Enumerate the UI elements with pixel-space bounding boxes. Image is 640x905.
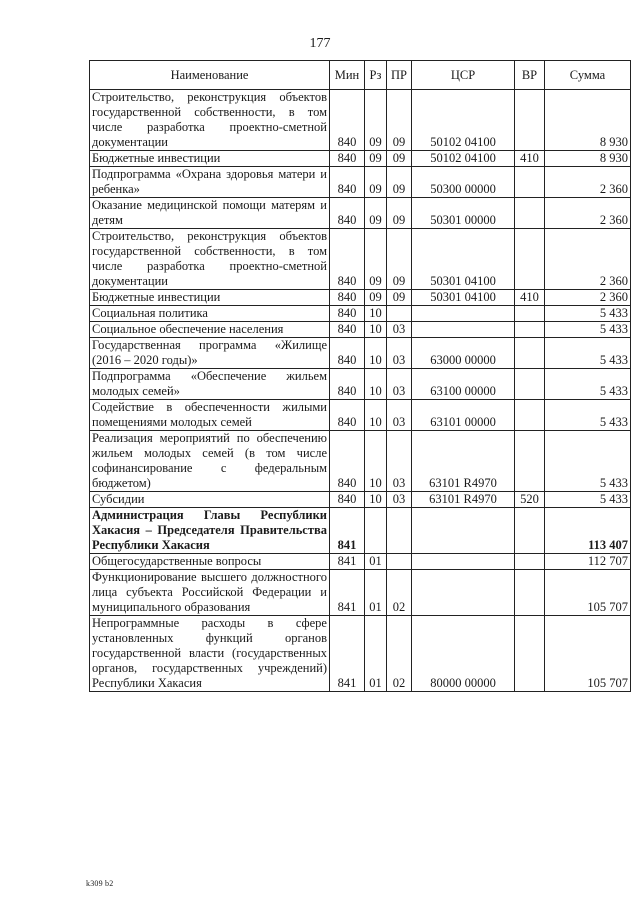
- cell-rz: 09: [365, 290, 387, 306]
- cell-vr: [515, 616, 545, 692]
- column-header-csr: ЦСР: [412, 61, 515, 90]
- cell-pr: [387, 306, 412, 322]
- cell-vr: [515, 570, 545, 616]
- cell-vr: [515, 198, 545, 229]
- cell-rz: 10: [365, 306, 387, 322]
- table-row: [90, 306, 631, 322]
- cell-rz: [365, 508, 387, 554]
- cell-name: Бюджетные инвестиции: [90, 151, 330, 167]
- cell-sum: 2 360: [545, 290, 631, 306]
- cell-rz: 10: [365, 492, 387, 508]
- cell-min: 841: [330, 616, 365, 692]
- cell-vr: [515, 338, 545, 369]
- cell-name: Социальное обеспечение населения: [90, 322, 330, 338]
- cell-vr: [515, 90, 545, 151]
- cell-vr: 410: [515, 151, 545, 167]
- table-row: [90, 369, 631, 400]
- cell-min: 841: [330, 554, 365, 570]
- cell-min: 840: [330, 369, 365, 400]
- cell-min: 840: [330, 167, 365, 198]
- cell-vr: 410: [515, 290, 545, 306]
- cell-rz: 09: [365, 229, 387, 290]
- table-row: [90, 570, 631, 616]
- cell-pr: 02: [387, 570, 412, 616]
- cell-name: Строительство, реконструкция объектов государственной собственности, в том числе разработка проектно-сметной документации: [90, 90, 330, 151]
- footer-code: k309 b2: [86, 879, 114, 888]
- table-row: [90, 431, 631, 492]
- cell-csr: [412, 570, 515, 616]
- cell-pr: 03: [387, 431, 412, 492]
- cell-vr: [515, 229, 545, 290]
- table-header-row: [90, 61, 631, 90]
- cell-pr: 03: [387, 492, 412, 508]
- cell-min: 840: [330, 229, 365, 290]
- table-row: [90, 322, 631, 338]
- cell-name: Социальная политика: [90, 306, 330, 322]
- cell-sum: 5 433: [545, 492, 631, 508]
- column-header-pr: ПР: [387, 61, 412, 90]
- cell-sum: 5 433: [545, 400, 631, 431]
- cell-min: 840: [330, 90, 365, 151]
- cell-csr: 80000 00000: [412, 616, 515, 692]
- cell-vr: [515, 306, 545, 322]
- cell-vr: [515, 431, 545, 492]
- cell-name: Строительство, реконструкция объектов государственной собственности, в том числе разработка проектно-сметной документации: [90, 229, 330, 290]
- cell-rz: 10: [365, 431, 387, 492]
- cell-name: Реализация мероприятий по обеспечению жильем молодых семей (в том числе софинансирование с федеральным бюджетом): [90, 431, 330, 492]
- column-header-rz: Рз: [365, 61, 387, 90]
- column-header-sum: Сумма: [545, 61, 631, 90]
- cell-pr: 03: [387, 322, 412, 338]
- cell-name: Общегосударственные вопросы: [90, 554, 330, 570]
- cell-csr: 50301 04100: [412, 229, 515, 290]
- cell-rz: 01: [365, 554, 387, 570]
- cell-csr: [412, 554, 515, 570]
- cell-pr: 09: [387, 290, 412, 306]
- cell-min: 841: [330, 508, 365, 554]
- cell-pr: 03: [387, 369, 412, 400]
- cell-vr: [515, 554, 545, 570]
- budget-table: [89, 60, 631, 692]
- table-row: [90, 151, 631, 167]
- table-row: [90, 290, 631, 306]
- cell-pr: 09: [387, 229, 412, 290]
- cell-csr: 63101 00000: [412, 400, 515, 431]
- cell-rz: 10: [365, 369, 387, 400]
- cell-name: Функционирование высшего должностного лица субъекта Российской Федерации и муниципального образования: [90, 570, 330, 616]
- cell-sum: 113 407: [545, 508, 631, 554]
- cell-rz: 09: [365, 151, 387, 167]
- cell-csr: 50301 04100: [412, 290, 515, 306]
- cell-vr: [515, 508, 545, 554]
- table-row: [90, 400, 631, 431]
- cell-pr: [387, 508, 412, 554]
- cell-csr: [412, 508, 515, 554]
- cell-sum: 8 930: [545, 90, 631, 151]
- table-body: [90, 90, 631, 692]
- cell-pr: 03: [387, 338, 412, 369]
- cell-sum: 112 707: [545, 554, 631, 570]
- cell-csr: [412, 322, 515, 338]
- column-header-min: Мин: [330, 61, 365, 90]
- cell-rz: 01: [365, 616, 387, 692]
- column-header-vr: ВР: [515, 61, 545, 90]
- cell-csr: [412, 306, 515, 322]
- cell-csr: 63000 00000: [412, 338, 515, 369]
- cell-sum: 2 360: [545, 198, 631, 229]
- table-row: [90, 492, 631, 508]
- cell-sum: 5 433: [545, 306, 631, 322]
- table-row: [90, 198, 631, 229]
- cell-pr: 03: [387, 400, 412, 431]
- cell-sum: 5 433: [545, 369, 631, 400]
- cell-sum: 5 433: [545, 338, 631, 369]
- cell-name: Подпрограмма «Обеспечение жильем молодых семей»: [90, 369, 330, 400]
- cell-sum: 2 360: [545, 167, 631, 198]
- page-number: 177: [309, 36, 331, 51]
- table-row: [90, 338, 631, 369]
- cell-rz: 09: [365, 198, 387, 229]
- cell-vr: [515, 400, 545, 431]
- cell-pr: 02: [387, 616, 412, 692]
- cell-pr: [387, 554, 412, 570]
- cell-min: 840: [330, 492, 365, 508]
- cell-rz: 10: [365, 400, 387, 431]
- cell-csr: 63101 R4970: [412, 492, 515, 508]
- cell-csr: 50102 04100: [412, 151, 515, 167]
- cell-rz: 09: [365, 167, 387, 198]
- cell-rz: 09: [365, 90, 387, 151]
- cell-min: 840: [330, 151, 365, 167]
- cell-name: Содействие в обеспеченности жилыми помещениями молодых семей: [90, 400, 330, 431]
- cell-min: 840: [330, 431, 365, 492]
- cell-name: Государственная программа «Жилище (2016 – 2020 годы)»: [90, 338, 330, 369]
- cell-min: 840: [330, 290, 365, 306]
- table-row: [90, 90, 631, 151]
- cell-sum: 5 433: [545, 322, 631, 338]
- column-header-name: Наименование: [90, 61, 330, 90]
- table-row: [90, 554, 631, 570]
- cell-name: Непрограммные расходы в сфере установленных функций органов государственной власти (государственных органов, государственных учреждений) Республики Хакасия: [90, 616, 330, 692]
- cell-rz: 10: [365, 322, 387, 338]
- cell-min: 840: [330, 400, 365, 431]
- cell-pr: 09: [387, 167, 412, 198]
- cell-min: 841: [330, 570, 365, 616]
- cell-min: 840: [330, 338, 365, 369]
- cell-name: Субсидии: [90, 492, 330, 508]
- cell-vr: [515, 322, 545, 338]
- table-row: [90, 508, 631, 554]
- cell-pr: 09: [387, 90, 412, 151]
- cell-vr: [515, 369, 545, 400]
- cell-rz: 01: [365, 570, 387, 616]
- cell-min: 840: [330, 306, 365, 322]
- cell-pr: 09: [387, 198, 412, 229]
- cell-min: 840: [330, 198, 365, 229]
- cell-csr: 50300 00000: [412, 167, 515, 198]
- table-row: [90, 167, 631, 198]
- cell-vr: [515, 167, 545, 198]
- cell-sum: 105 707: [545, 616, 631, 692]
- cell-csr: 63100 00000: [412, 369, 515, 400]
- cell-csr: 50301 00000: [412, 198, 515, 229]
- table-row: [90, 229, 631, 290]
- table-row: [90, 616, 631, 692]
- cell-name: Администрация Главы Республики Хакасия – Председателя Правительства Республики Хакасия: [90, 508, 330, 554]
- cell-vr: 520: [515, 492, 545, 508]
- cell-min: 840: [330, 322, 365, 338]
- cell-sum: 5 433: [545, 431, 631, 492]
- cell-name: Оказание медицинской помощи матерям и детям: [90, 198, 330, 229]
- cell-csr: 63101 R4970: [412, 431, 515, 492]
- cell-pr: 09: [387, 151, 412, 167]
- cell-rz: 10: [365, 338, 387, 369]
- cell-csr: 50102 04100: [412, 90, 515, 151]
- cell-sum: 2 360: [545, 229, 631, 290]
- cell-sum: 105 707: [545, 570, 631, 616]
- cell-name: Подпрограмма «Охрана здоровья матери и ребенка»: [90, 167, 330, 198]
- cell-name: Бюджетные инвестиции: [90, 290, 330, 306]
- cell-sum: 8 930: [545, 151, 631, 167]
